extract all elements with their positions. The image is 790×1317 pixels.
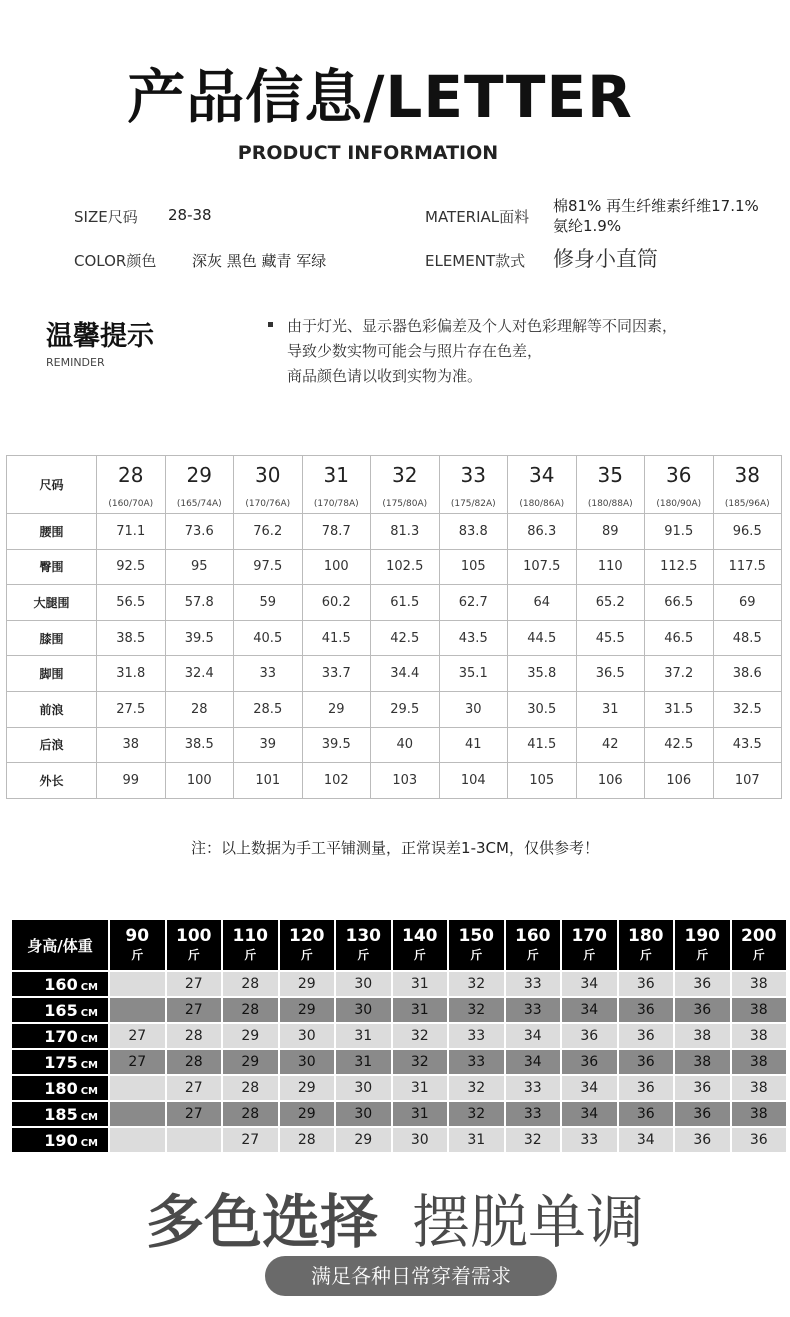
element-value: 修身小直筒 xyxy=(553,247,658,271)
color-label: COLOR颜色 xyxy=(74,252,157,270)
weight-value: 190 xyxy=(684,926,720,946)
table-cell: 29 xyxy=(336,1128,391,1152)
weight-unit: 斤 xyxy=(300,948,313,962)
table-cell: 33 xyxy=(506,972,561,996)
height-unit: CM xyxy=(80,1059,98,1071)
table-cell: 99 xyxy=(97,763,166,799)
size-number: 32 xyxy=(371,456,440,495)
table-cell: 117.5 xyxy=(713,549,782,585)
table-cell: 37.2 xyxy=(645,656,714,692)
weight-value: 150 xyxy=(458,926,494,946)
table-cell: 36 xyxy=(619,1076,674,1100)
weight-value: 90 xyxy=(125,926,150,946)
row-label: 大腿围 xyxy=(7,585,97,621)
size-number: 28 xyxy=(97,456,166,495)
height-header xyxy=(12,1128,108,1152)
weight-unit: 斤 xyxy=(639,948,652,962)
weight-unit: 斤 xyxy=(357,948,370,962)
table-cell: 36 xyxy=(619,1102,674,1126)
table-cell: 95 xyxy=(165,549,234,585)
table-cell: 30 xyxy=(336,1076,391,1100)
table-cell: 32.4 xyxy=(165,656,234,692)
table-cell: 29 xyxy=(302,691,371,727)
table-cell: 33 xyxy=(506,1102,561,1126)
reminder-line-2: 导致少数实物可能会与照片存在色差， xyxy=(287,342,543,360)
table-cell: 36 xyxy=(562,1050,617,1074)
table-cell: 39.5 xyxy=(165,620,234,656)
table-cell: 42.5 xyxy=(371,620,440,656)
table-cell: 106 xyxy=(576,763,645,799)
hw-header-row xyxy=(12,920,786,970)
table-row xyxy=(7,549,782,585)
weight-unit: 斤 xyxy=(696,948,709,962)
element-label: ELEMENT款式 xyxy=(425,252,526,270)
weight-header xyxy=(223,920,278,970)
material-label: MATERIAL面料 xyxy=(425,208,530,226)
reminder-text xyxy=(287,314,677,389)
table-cell: 34 xyxy=(562,972,617,996)
table-cell: 31.5 xyxy=(645,691,714,727)
material-value xyxy=(553,196,759,236)
size-number: 36 xyxy=(645,456,714,495)
table-cell: 32 xyxy=(393,1024,448,1048)
table-cell: 30 xyxy=(280,1050,335,1074)
table-cell: 38.5 xyxy=(97,620,166,656)
height-weight-table xyxy=(10,918,788,1154)
weight-header xyxy=(506,920,561,970)
table-cell: 29 xyxy=(280,1102,335,1126)
table-cell: 40.5 xyxy=(234,620,303,656)
table-cell: 73.6 xyxy=(165,514,234,550)
table-cell: 101 xyxy=(234,763,303,799)
table-cell: 29.5 xyxy=(371,691,440,727)
table-cell: 46.5 xyxy=(645,620,714,656)
table-cell: 29 xyxy=(223,1024,278,1048)
table-cell xyxy=(110,972,165,996)
table-cell: 27 xyxy=(167,998,222,1022)
hw-header-label: 身高/体重 xyxy=(12,920,108,970)
table-cell: 41.5 xyxy=(508,727,577,763)
table-cell: 38 xyxy=(732,1050,787,1074)
height-value: 160 xyxy=(44,974,78,994)
weight-header xyxy=(393,920,448,970)
weight-value: 130 xyxy=(345,926,381,946)
weight-header xyxy=(675,920,730,970)
table-cell: 34 xyxy=(562,998,617,1022)
table-cell: 38 xyxy=(675,1024,730,1048)
height-value: 180 xyxy=(44,1078,78,1098)
weight-value: 110 xyxy=(232,926,268,946)
weight-value: 120 xyxy=(289,926,325,946)
table-cell: 38.5 xyxy=(165,727,234,763)
table-cell: 39.5 xyxy=(302,727,371,763)
height-header xyxy=(12,1102,108,1126)
table-cell: 33 xyxy=(506,998,561,1022)
table-row xyxy=(12,972,786,996)
table-cell: 38 xyxy=(732,1024,787,1048)
weight-value: 160 xyxy=(515,926,551,946)
table-cell: 28 xyxy=(280,1128,335,1152)
table-row xyxy=(12,998,786,1022)
table-cell: 27 xyxy=(110,1024,165,1048)
weight-header xyxy=(732,920,787,970)
color-value: 深灰 黑色 藏青 军绿 xyxy=(192,252,327,270)
table-row xyxy=(12,1102,786,1126)
weight-header xyxy=(619,920,674,970)
table-cell: 28 xyxy=(167,1050,222,1074)
table-cell: 30 xyxy=(336,1102,391,1126)
table-cell: 33 xyxy=(449,1050,504,1074)
table-cell: 36 xyxy=(619,1050,674,1074)
table-cell: 45.5 xyxy=(576,620,645,656)
table-cell: 38.6 xyxy=(713,656,782,692)
table-cell: 31 xyxy=(393,972,448,996)
page-subtitle: PRODUCT INFORMATION xyxy=(237,142,499,164)
reminder-bullet xyxy=(268,322,273,327)
table-cell: 34 xyxy=(562,1102,617,1126)
row-label: 前浪 xyxy=(7,691,97,727)
table-cell: 29 xyxy=(280,998,335,1022)
table-cell xyxy=(110,998,165,1022)
table-row xyxy=(7,620,782,656)
table-cell xyxy=(110,1128,165,1152)
table-cell: 104 xyxy=(439,763,508,799)
table-cell: 31 xyxy=(576,691,645,727)
table-cell: 36 xyxy=(732,1128,787,1152)
table-cell: 44.5 xyxy=(508,620,577,656)
table-cell: 36 xyxy=(675,1128,730,1152)
height-value: 190 xyxy=(44,1130,78,1150)
size-value: 28-38 xyxy=(168,206,212,224)
table-cell: 31 xyxy=(449,1128,504,1152)
height-value: 165 xyxy=(44,1000,78,1020)
size-sub-label: (175/82A) xyxy=(439,495,508,514)
weight-header xyxy=(110,920,165,970)
table-cell: 31 xyxy=(393,998,448,1022)
table-cell: 28 xyxy=(167,1024,222,1048)
row-label: 外长 xyxy=(7,763,97,799)
height-header xyxy=(12,972,108,996)
table-cell: 27 xyxy=(167,1102,222,1126)
weight-header xyxy=(167,920,222,970)
size-number: 31 xyxy=(302,456,371,495)
row-label: 腰围 xyxy=(7,514,97,550)
table-cell: 30 xyxy=(439,691,508,727)
table-cell: 60.2 xyxy=(302,585,371,621)
size-sub-label: (180/86A) xyxy=(508,495,577,514)
table-cell: 32 xyxy=(449,1102,504,1126)
table-cell: 97.5 xyxy=(234,549,303,585)
table-cell: 36 xyxy=(675,1076,730,1100)
table-cell: 106 xyxy=(645,763,714,799)
table-cell: 27 xyxy=(167,972,222,996)
table-cell: 69 xyxy=(713,585,782,621)
table-cell: 33 xyxy=(562,1128,617,1152)
table-row xyxy=(7,691,782,727)
table-cell: 103 xyxy=(371,763,440,799)
table-cell: 34 xyxy=(562,1076,617,1100)
table-cell: 34 xyxy=(619,1128,674,1152)
weight-unit: 斤 xyxy=(413,948,426,962)
height-header xyxy=(12,998,108,1022)
table-cell: 30.5 xyxy=(508,691,577,727)
table-cell: 28 xyxy=(223,998,278,1022)
table-row xyxy=(7,585,782,621)
size-sub-label: (175/80A) xyxy=(371,495,440,514)
table-cell: 78.7 xyxy=(302,514,371,550)
table-cell: 36 xyxy=(675,998,730,1022)
table-cell: 33 xyxy=(234,656,303,692)
table-cell: 100 xyxy=(302,549,371,585)
table-cell: 65.2 xyxy=(576,585,645,621)
height-unit: CM xyxy=(80,1137,98,1149)
table-cell: 32 xyxy=(449,972,504,996)
reminder-line-3: 商品颜色请以收到实物为准。 xyxy=(287,367,483,385)
table-row xyxy=(12,1076,786,1100)
row-label: 后浪 xyxy=(7,727,97,763)
reminder-line-1: 由于灯光、显示器色彩偏差及个人对色彩理解等不同因素， xyxy=(287,317,678,335)
size-sub-label: (185/96A) xyxy=(713,495,782,514)
size-label: SIZE尺码 xyxy=(74,208,138,226)
weight-unit: 斤 xyxy=(583,948,596,962)
table-cell: 32 xyxy=(393,1050,448,1074)
weight-unit: 斤 xyxy=(526,948,539,962)
size-header-row xyxy=(7,456,782,495)
table-cell: 31 xyxy=(336,1024,391,1048)
table-cell: 28 xyxy=(223,972,278,996)
table-cell: 38 xyxy=(97,727,166,763)
size-sub-label: (160/70A) xyxy=(97,495,166,514)
size-chart-table xyxy=(6,455,782,799)
table-cell: 27 xyxy=(110,1050,165,1074)
size-sub-label: (180/90A) xyxy=(645,495,714,514)
table-cell: 34.4 xyxy=(371,656,440,692)
weight-value: 170 xyxy=(571,926,607,946)
material-line-2: 氨纶1.9% xyxy=(553,217,622,235)
table-cell: 91.5 xyxy=(645,514,714,550)
table-cell: 31.8 xyxy=(97,656,166,692)
table-row xyxy=(12,1128,786,1152)
table-cell: 31 xyxy=(393,1076,448,1100)
table-cell: 35.8 xyxy=(508,656,577,692)
row-label: 臀围 xyxy=(7,549,97,585)
table-cell: 32 xyxy=(506,1128,561,1152)
table-cell: 92.5 xyxy=(97,549,166,585)
table-cell: 43.5 xyxy=(713,727,782,763)
table-cell: 96.5 xyxy=(713,514,782,550)
table-cell: 33.7 xyxy=(302,656,371,692)
measurement-note: 注：以上数据为手工平铺测量，正常误差1-3CM，仅供参考！ xyxy=(191,839,599,857)
weight-unit: 斤 xyxy=(470,948,483,962)
table-cell: 100 xyxy=(165,763,234,799)
size-sub-label: (165/74A) xyxy=(165,495,234,514)
weight-value: 200 xyxy=(741,926,777,946)
table-cell: 32 xyxy=(449,1076,504,1100)
table-cell: 28 xyxy=(223,1076,278,1100)
height-value: 170 xyxy=(44,1026,78,1046)
table-cell: 62.7 xyxy=(439,585,508,621)
height-value: 175 xyxy=(44,1052,78,1072)
weight-header xyxy=(280,920,335,970)
height-unit: CM xyxy=(80,981,98,993)
table-cell: 38 xyxy=(732,972,787,996)
table-cell: 36 xyxy=(619,972,674,996)
table-row xyxy=(7,763,782,799)
table-cell: 35.1 xyxy=(439,656,508,692)
reminder-title: 温馨提示 xyxy=(46,321,154,352)
table-cell: 102 xyxy=(302,763,371,799)
height-header xyxy=(12,1050,108,1074)
table-cell: 42 xyxy=(576,727,645,763)
table-cell: 33 xyxy=(506,1076,561,1100)
table-cell: 59 xyxy=(234,585,303,621)
table-cell: 107.5 xyxy=(508,549,577,585)
size-sub-label: (170/78A) xyxy=(302,495,371,514)
table-cell: 28 xyxy=(165,691,234,727)
table-cell: 81.3 xyxy=(371,514,440,550)
table-cell: 36 xyxy=(619,998,674,1022)
weight-value: 100 xyxy=(176,926,212,946)
reminder-title-en: REMINDER xyxy=(46,356,105,369)
table-cell: 29 xyxy=(280,1076,335,1100)
table-cell: 28 xyxy=(223,1102,278,1126)
size-number: 38 xyxy=(713,456,782,495)
table-cell: 38 xyxy=(732,1076,787,1100)
table-cell: 61.5 xyxy=(371,585,440,621)
weight-header xyxy=(336,920,391,970)
table-cell: 43.5 xyxy=(439,620,508,656)
height-unit: CM xyxy=(80,1007,98,1019)
table-cell: 34 xyxy=(506,1050,561,1074)
table-cell: 27.5 xyxy=(97,691,166,727)
table-row xyxy=(12,1024,786,1048)
table-cell: 105 xyxy=(508,763,577,799)
table-cell: 110 xyxy=(576,549,645,585)
table-cell: 107 xyxy=(713,763,782,799)
material-line-1: 棉81% 再生纤维素纤维17.1% xyxy=(553,197,759,215)
weight-unit: 斤 xyxy=(244,948,257,962)
table-cell: 30 xyxy=(336,972,391,996)
table-cell: 41.5 xyxy=(302,620,371,656)
row-label: 膝围 xyxy=(7,620,97,656)
height-header xyxy=(12,1024,108,1048)
slogan-part-2: 摆脱单调 xyxy=(412,1188,645,1256)
table-cell: 102.5 xyxy=(371,549,440,585)
table-cell: 56.5 xyxy=(97,585,166,621)
row-label: 脚围 xyxy=(7,656,97,692)
table-cell: 30 xyxy=(280,1024,335,1048)
table-cell: 29 xyxy=(280,972,335,996)
table-cell: 48.5 xyxy=(713,620,782,656)
weight-unit: 斤 xyxy=(131,948,144,962)
table-cell: 112.5 xyxy=(645,549,714,585)
table-cell: 89 xyxy=(576,514,645,550)
height-header xyxy=(12,1076,108,1100)
table-cell: 76.2 xyxy=(234,514,303,550)
table-cell xyxy=(167,1128,222,1152)
table-cell: 86.3 xyxy=(508,514,577,550)
weight-unit: 斤 xyxy=(752,948,765,962)
table-cell: 64 xyxy=(508,585,577,621)
table-cell: 40 xyxy=(371,727,440,763)
table-cell: 32 xyxy=(449,998,504,1022)
table-cell: 66.5 xyxy=(645,585,714,621)
table-cell: 71.1 xyxy=(97,514,166,550)
table-cell: 39 xyxy=(234,727,303,763)
height-unit: CM xyxy=(80,1033,98,1045)
page-title: 产品信息/LETTER xyxy=(127,63,633,131)
table-cell: 83.8 xyxy=(439,514,508,550)
table-cell: 34 xyxy=(506,1024,561,1048)
height-unit: CM xyxy=(80,1111,98,1123)
table-cell: 36 xyxy=(619,1024,674,1048)
size-number: 35 xyxy=(576,456,645,495)
table-cell: 28.5 xyxy=(234,691,303,727)
table-row xyxy=(7,514,782,550)
weight-value: 140 xyxy=(402,926,438,946)
table-cell: 36 xyxy=(562,1024,617,1048)
table-cell: 36.5 xyxy=(576,656,645,692)
table-cell: 36 xyxy=(675,1102,730,1126)
size-number: 29 xyxy=(165,456,234,495)
table-cell xyxy=(110,1076,165,1100)
tagline-pill: 满足各种日常穿着需求 xyxy=(265,1256,557,1296)
table-cell: 38 xyxy=(732,1102,787,1126)
weight-header xyxy=(562,920,617,970)
table-cell: 29 xyxy=(223,1050,278,1074)
table-cell: 36 xyxy=(675,972,730,996)
size-number: 34 xyxy=(508,456,577,495)
size-number: 30 xyxy=(234,456,303,495)
table-cell: 41 xyxy=(439,727,508,763)
size-sub-label: (180/88A) xyxy=(576,495,645,514)
table-cell: 32.5 xyxy=(713,691,782,727)
size-sub-row xyxy=(7,495,782,514)
table-cell: 27 xyxy=(223,1128,278,1152)
height-value: 185 xyxy=(44,1104,78,1124)
height-unit: CM xyxy=(80,1085,98,1097)
size-header-label: 尺码 xyxy=(7,456,97,514)
table-cell: 33 xyxy=(449,1024,504,1048)
slogan-part-1: 多色选择 xyxy=(145,1188,378,1256)
weight-value: 180 xyxy=(628,926,664,946)
table-row xyxy=(7,656,782,692)
table-cell: 57.8 xyxy=(165,585,234,621)
table-cell: 38 xyxy=(675,1050,730,1074)
table-cell xyxy=(110,1102,165,1126)
table-cell: 31 xyxy=(393,1102,448,1126)
table-cell: 105 xyxy=(439,549,508,585)
table-cell: 42.5 xyxy=(645,727,714,763)
slogan xyxy=(0,1175,790,1259)
table-cell: 27 xyxy=(167,1076,222,1100)
size-number: 33 xyxy=(439,456,508,495)
size-sub-label: (170/76A) xyxy=(234,495,303,514)
table-row xyxy=(7,727,782,763)
table-cell: 31 xyxy=(336,1050,391,1074)
table-cell: 30 xyxy=(393,1128,448,1152)
weight-header xyxy=(449,920,504,970)
weight-unit: 斤 xyxy=(187,948,200,962)
table-cell: 38 xyxy=(732,998,787,1022)
table-cell: 30 xyxy=(336,998,391,1022)
table-row xyxy=(12,1050,786,1074)
